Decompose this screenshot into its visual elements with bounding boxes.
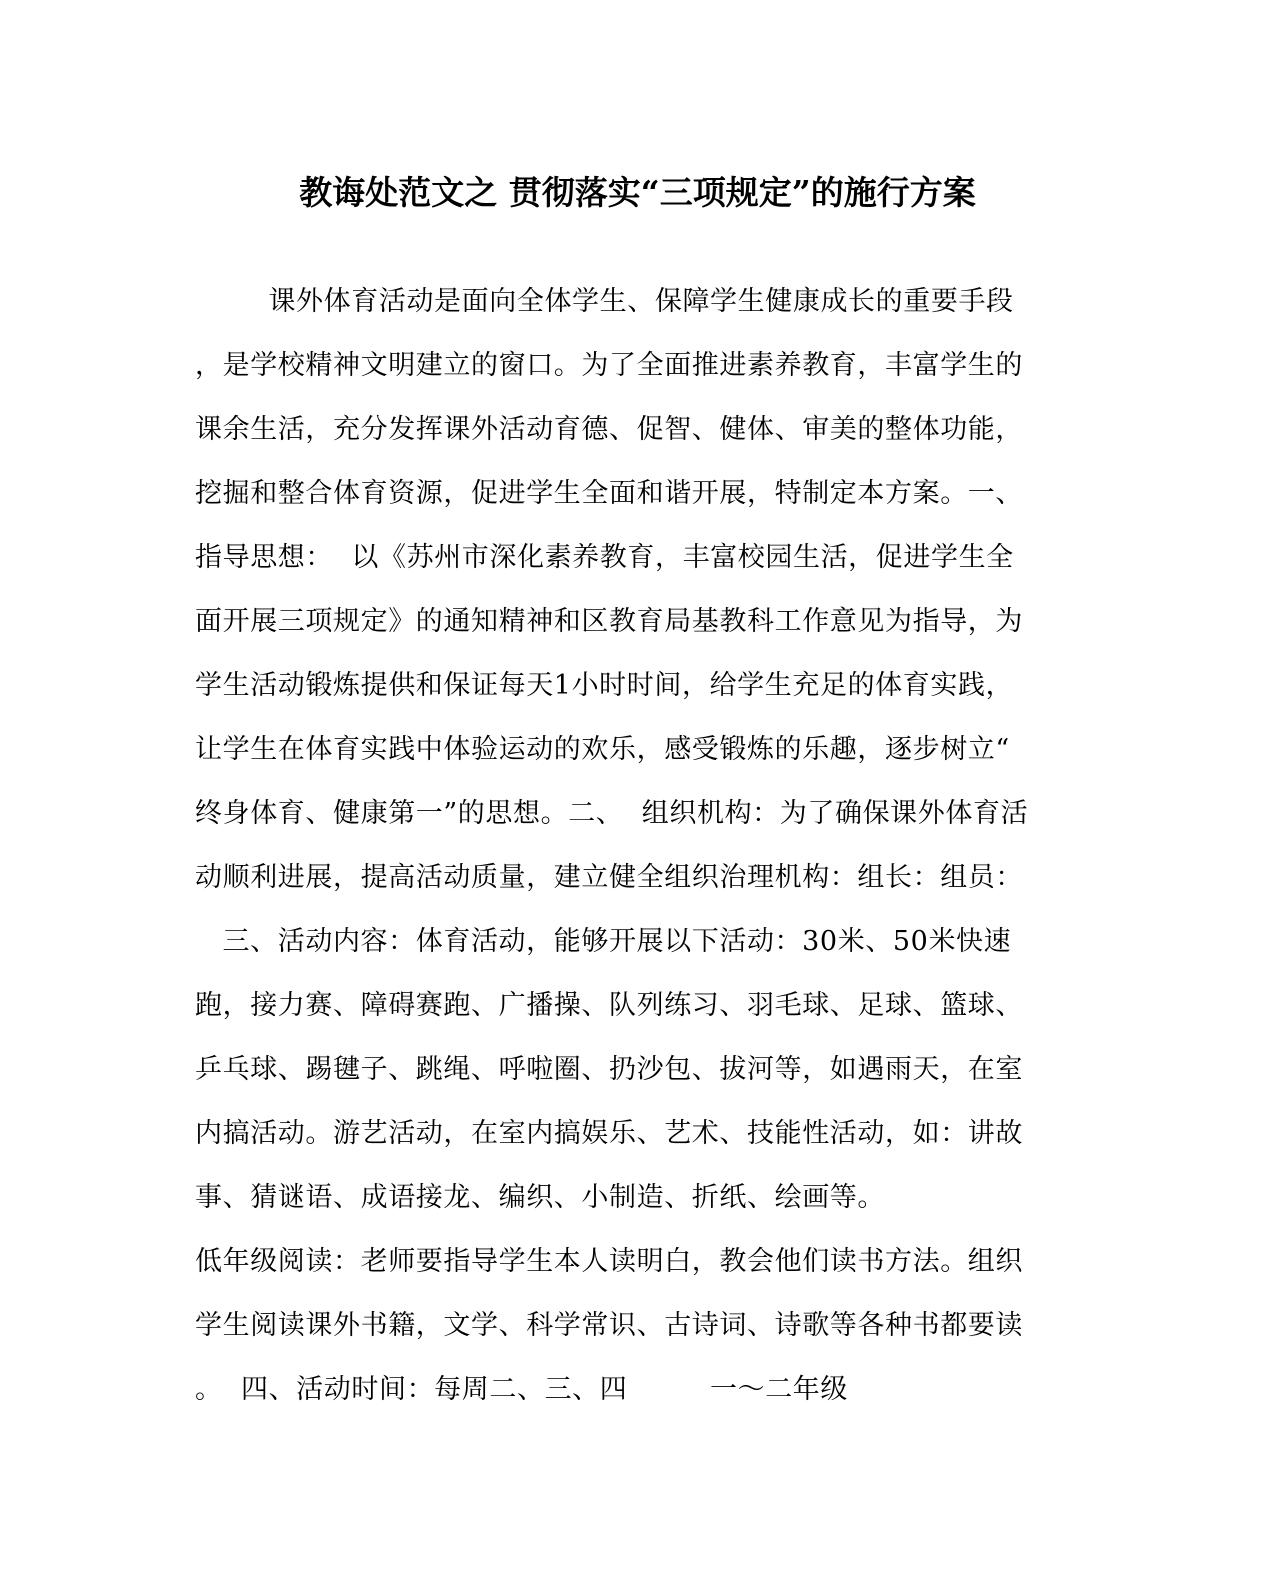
- body-line-12: 跑，接力赛、障碍赛跑、广播操、队列练习、羽毛球、足球、篮球、: [195, 990, 1023, 1021]
- document-title: 教诲处范文之 贯彻落实“三项规定”的施行方案: [299, 173, 976, 212]
- body-line-4: 挖掘和整合体育资源，促进学生全面和谐开展，特制定本方案。一、: [195, 478, 1023, 509]
- body-line-8: 让学生在体育实践中体验运动的欢乐，感受锻炼的乐趣，逐步树立“: [195, 734, 1010, 765]
- body-line-5: 指导思想： 以《苏州市深化素养教育，丰富校园生活，促进学生全: [195, 542, 1014, 573]
- body-line-3: 课余生活，充分发挥课外活动育德、促智、健体、审美的整体功能，: [195, 414, 1023, 445]
- body-line-6: 面开展三项规定》的通知精神和区教育局基教科工作意见为指导，为: [195, 606, 1023, 637]
- body-line-7: 学生活动锻炼提供和保证每天1小时时间，给学生充足的体育实践，: [195, 670, 1014, 701]
- body-line-11: 三、活动内容：体育活动，能够开展以下活动：30米、50米快速: [195, 926, 1012, 957]
- body-line-9: 终身体育、健康第一”的思想。二、 组织机构：为了确保课外体育活: [195, 798, 1029, 829]
- body-line-16: 低年级阅读：老师要指导学生本人读明白，教会他们读书方法。组织: [195, 1246, 1023, 1277]
- body-line-14: 内搞活动。游艺活动，在室内搞娱乐、艺术、技能性活动，如：讲故: [195, 1118, 1023, 1149]
- body-line-10: 动顺利进展，提高活动质量，建立健全组织治理机构：组长：组员：: [195, 862, 1023, 893]
- body-line-17: 学生阅读课外书籍，文学、科学常识、古诗词、诗歌等各种书都要读: [195, 1310, 1023, 1341]
- body-line-2: ，是学校精神文明建立的窗口。为了全面推进素养教育，丰富学生的: [195, 350, 1023, 381]
- body-line-13: 乒乓球、踢毽子、跳绳、呼啦圈、扔沙包、拔河等，如遇雨天，在室: [195, 1054, 1023, 1085]
- body-line-1: 课外体育活动是面向全体学生、保障学生健康成长的重要手段: [195, 286, 1014, 317]
- body-line-18: 。 四、活动时间：每周二、三、四 一～二年级: [195, 1374, 849, 1405]
- body-line-15: 事、猜谜语、成语接龙、编织、小制造、折纸、绘画等。: [195, 1182, 885, 1213]
